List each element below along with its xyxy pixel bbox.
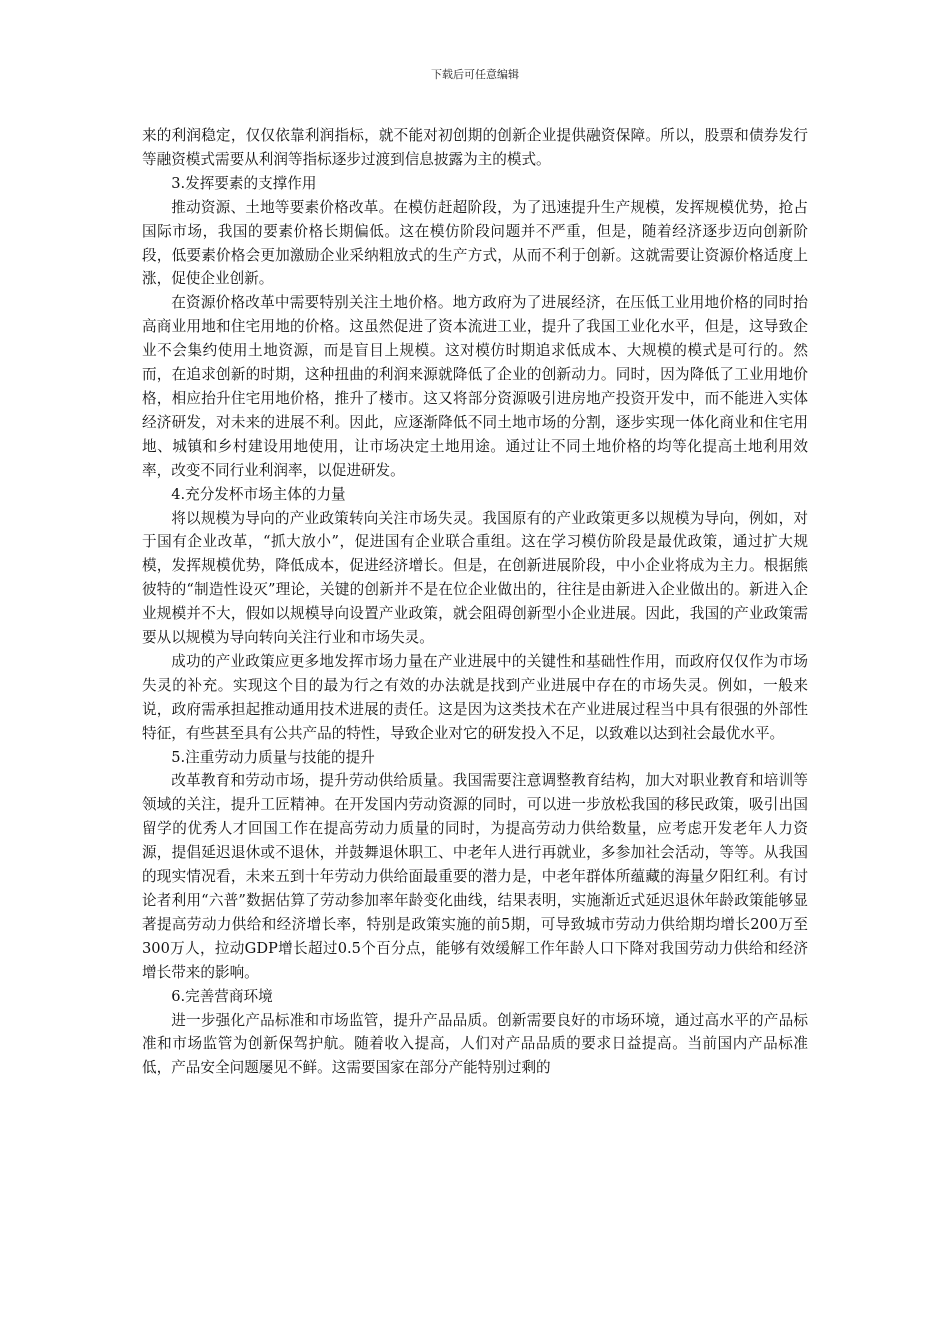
paragraph: 成功的产业政策应更多地发挥市场力量在产业进展中的关键性和基础性作用，而政府仅仅作为市场失灵的补充。实现这个目的最为行之有效的办法就是找到产业进展中存在的市场失灵。例如，一般来说，政府需承担起推动通用技术进展的责任。这是因为这类技术在产业进展过程当中具有很强的外部性特征，有些甚至具有公共产品的特性，导致企业对它的研发投入不足，以致难以达到社会最优水平。 — [142, 652, 808, 742]
paragraph: 进一步强化产品标准和市场监管，提升产品品质。创新需要良好的市场环境，通过高水平的产品标准和市场监管为创新保驾护航。随着收入提高，人们对产品品质的要求日益提高。当前国内产品标准低，产品安全问题屡见不鲜。这需要国家在部分产能特别过剩的 — [142, 1011, 808, 1077]
paragraph: 在资源价格改革中需要特别关注土地价格。地方政府为了进展经济，在压低工业用地价格的同时抬高商业用地和住宅用地的价格。这虽然促进了资本流进工业，提升了我国工业化水平，但是，这导致企业不会集约使用土地资源，而是盲目上规模。这对模仿时期追求低成本、大规模的模式是可行的。然而，在追求创新的时期，这种扭曲的利润来源就降低了企业的创新动力。同时，因为降低了工业用地价格，相应抬升住宅用地价格，推升了楼市。这又将部分资源吸引进房地产投资开发中，而不能进入实体经济研发，对未来的进展不利。因此，应逐渐降低不同土地市场的分割，逐步实现一体化商业和住宅用地、城镇和乡村建设用地使用，让市场决定土地用途。通过让不同土地价格的均等化提高土地利用效率，改变不同行业利润率，以促进研发。 — [142, 294, 808, 479]
paragraph: 将以规模为导向的产业政策转向关注市场失灵。我国原有的产业政策更多以规模为导向，例如，对于国有企业改革，“抓大放小”，促进国有企业联合重组。这在学习模仿阶段是最优政策，通过扩大规模，发挥规模优势，降低成本，促进经济增长。但是，在创新进展阶段，中小企业将成为主力。根据熊彼特的“制造性设灭”理论，关键的创新并不是在位企业做出的，往往是由新进入企业做出的。新进入企业规模并不大，假如以规模导向设置产业政策，就会阻碍创新型小企业进展。因此，我国的产业政策需要从以规模为导向转向关注行业和市场失灵。 — [142, 509, 808, 647]
document-body — [142, 124, 808, 1080]
section-heading-4: 4.充分发杯市场主体的力量 — [171, 485, 346, 503]
paragraph-continuation: 来的利润稳定，仅仅依靠利润指标，就不能对初创期的创新企业提供融资保障。所以，股票和债券发行等融资模式需要从利润等指标逐步过渡到信息披露为主的模式。 — [142, 127, 808, 168]
paragraph: 推动资源、土地等要素价格改革。在模仿赶超阶段，为了迅速提升生产规模，发挥规模优势，抢占国际市场，我国的要素价格长期偏低。这在模仿阶段问题并不严重，但是，随着经济逐步迈向创新阶段，低要素价格会更加激励企业采纳粗放式的生产方式，从而不利于创新。这就需要让资源价格适度上涨，促使企业创新。 — [142, 198, 808, 288]
section-heading-3: 3.发挥要素的支撑作用 — [171, 174, 317, 192]
page-header: 下载后可任意编辑 — [431, 68, 519, 81]
paragraph: 改革教育和劳动市场，提升劳动供给质量。我国需要注意调整教育结构，加大对职业教育和培训等领域的关注，提升工匠精神。在开发国内劳动资源的同时，可以进一步放松我国的移民政策，吸引出国留学的优秀人才回国工作在提高劳动力质量的同时，为提高劳动力供给数量，应考虑开发老年人力资源，提倡延迟退休或不退休，并鼓舞退休职工、中老年人进行再就业，多参加社会活动，等等。从我国的现实情况看，未来五到十年劳动力供给面最重要的潜力是，中老年群体所蕴藏的海量夕阳红利。有讨论者利用“六普”数据估算了劳动参加率年龄变化曲线，结果表明，实施渐近式延迟退休年龄政策能够显著提高劳动力供给和经济增长率，特别是政策实施的前5期，可导致城市劳动力供给期均增长200万至300万人，拉动GDP增长超过0.5个百分点，能够有效缓解工作年龄人口下降对我国劳动力供给和经济增长带来的影响。 — [142, 772, 808, 981]
section-heading-6: 6.完善营商环境 — [171, 987, 273, 1005]
section-heading-5: 5.注重劳动力质量与技能的提升 — [171, 748, 375, 766]
